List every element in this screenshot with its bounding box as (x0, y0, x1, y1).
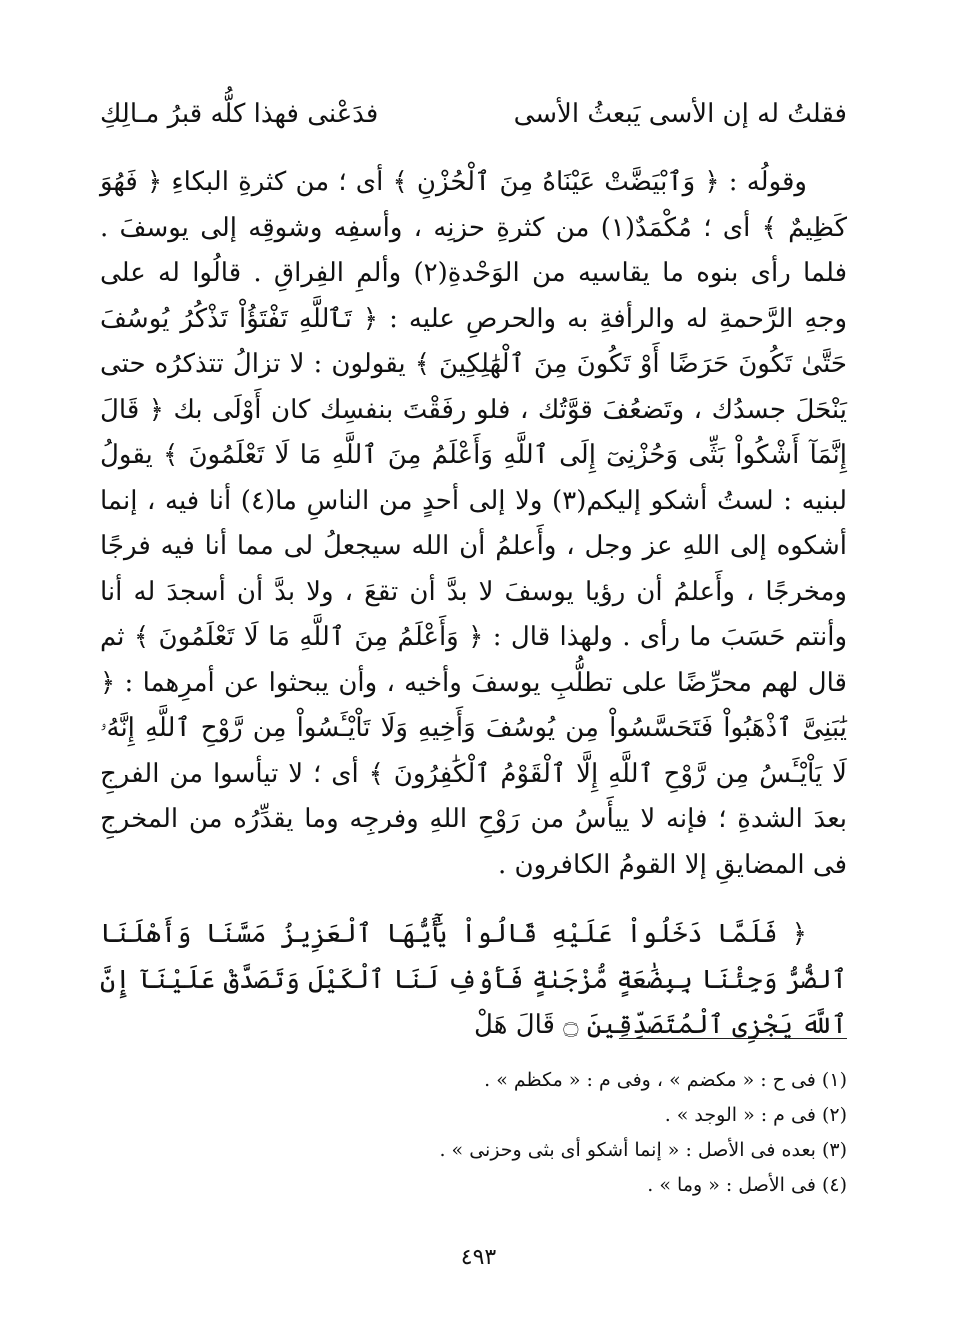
poem-hemistich-second: فدَعْنى فهذا كلُّه قبرُ مـالِكِ (100, 99, 379, 129)
main-text-block (100, 160, 847, 888)
quran-verse-block (100, 912, 847, 1049)
poem-hemistich-first: فقلتُ له إن الأسى يَبعثُ الأسى (513, 99, 847, 129)
footnote-separator (619, 1038, 847, 1039)
footnote-4: (٤) فى الأصل : « وما » . (647, 1174, 847, 1196)
footnote-3: (٣) بعده فى الأصل : « إنما أشكو أى بثى وحزنى » . (439, 1139, 847, 1161)
footnote-2: (٢) فى م : « الوجد » . (664, 1104, 847, 1126)
quran-verse-paragraph: ﴿ فَلَمَّا دَخَلُواْ عَلَيْهِ قَالُواْ يَٰٓأَيُّهَا ٱلْعَزِيزُ مَسَّنَا وَأَهْلَنَا ٱلضُّرُّ وَجِئْنَا بِبِضَٰعَةٍ مُّزْجَىٰةٍ فَأَوْفِ لَنَا ٱلْكَيْلَ وَتَصَدَّقْ عَلَيْنَآ إِنَّ ٱللَّهَ يَجْزِى ٱلْمُتَصَدِّقِينَ ۝ قَالَ هَلْ (100, 919, 847, 1040)
main-paragraph: وقولُه : ﴿ وَٱبْيَضَّتْ عَيْنَاهُ مِنَ ٱلْحُزْنِ ﴾ أى ؛ من كثرةِ البكاءِ ﴿ فَهُوَ كَظِيمٌ ﴾ أى ؛ مُكْمَدٌ(١) من كثرةِ حزنِه ، وأسفِه وشوقِه إلى يوسفَ . فلما رأى بنوه ما يقاسيه من الوَحْدةِ(٢) وألمِ الفِراقِ . قالُوا له على وجهِ الرَّحمةِ له والرأفةِ به والحرصِ عليه : ﴿ تَٱللَّهِ تَفْتَؤُاْ تَذْكُرُ يُوسُفَ حَتَّىٰ تَكُونَ حَرَضًا أَوْ تَكُونَ مِنَ ٱلْهَٰلِكِينَ ﴾ يقولون : لا تزالُ تتذكرُه حتى يَنْحَلَ جسدُك ، وتَضعُفَ قوَّتُك ، فلو رفَقْتَ بنفسِك كان أَوْلَى بك ﴿ قَالَ إِنَّمَآ أَشْكُواْ بَثِّى وَحُزْنِىٓ إِلَى ٱللَّهِ وَأَعْلَمُ مِنَ ٱللَّهِ مَا لَا تَعْلَمُونَ ﴾ يقولُ لبنيه : لستُ أشكو إليكم(٣) ولا إلى أحدٍ من الناسِ ما(٤) أنا فيه ، إنما أشكوه إلى اللهِ عز وجل ، وأَعلمُ أن الله سيجعلُ لى مما أنا فيه فرجًا ومخرجًا ، وأَعلمُ أن رؤيا يوسفَ لا بدَّ أن تقعَ ، ولا بدَّ أن أسجدَ له أنا وأنتم حَسَبَ ما رأى . ولهذا قال : ﴿ وَأَعْلَمُ مِنَ ٱللَّهِ مَا لَا تَعْلَمُونَ ﴾ ثم قال لهم محرِّضًا على تطلُّبِ يوسفَ وأخيه ، وأن يبحثوا عن أمرِهما : ﴿ يَٰبَنِىَّ ٱذْهَبُواْ فَتَحَسَّسُواْ مِن يُوسُفَ وَأَخِيهِ وَلَا تَاْيْـَٔسُواْ مِن رَّوْحِ ٱللَّهِ إِنَّهُۥ لَا يَاْيْـَٔسُ مِن رَّوْحِ ٱللَّهِ إِلَّا ٱلْقَوْمُ ٱلْكَٰفِرُونَ ﴾ أى ؛ لا تيأسوا من الفرجِ بعدَ الشدةِ ؛ فإنه لا ييأَسُ من رَوْحِ اللهِ وفرجِه وما يقدِّرُه من المخرجِ فى المضايقِ إلا القومُ الكافرون . (100, 167, 848, 880)
footnote-1: (١) فى ح : « مكضم » ، وفى م : « مكظم » . (484, 1069, 847, 1091)
page-number: ٤٩٣ (460, 1245, 497, 1270)
footnotes (100, 1063, 847, 1203)
poem-verse (100, 92, 847, 136)
